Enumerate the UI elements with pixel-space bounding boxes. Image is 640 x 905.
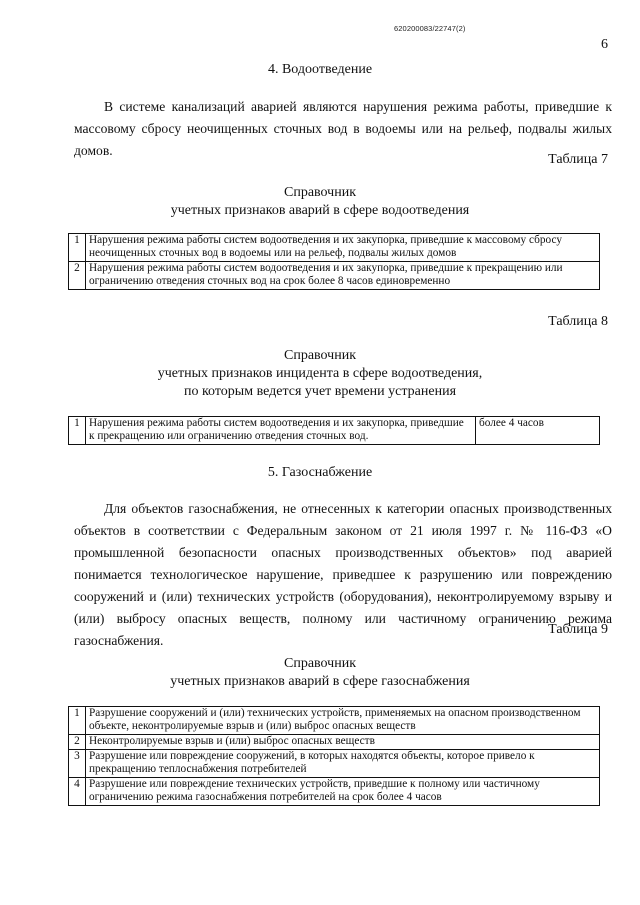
table-9	[68, 706, 600, 806]
table-7-title	[0, 184, 640, 220]
table-7-label: Таблица 7	[548, 152, 608, 167]
table-row	[69, 262, 600, 290]
row-text: Нарушения режима работы систем водоотведения и их закупорка, приведшие к прекращению или ограничению отведения сточных вод на срок более 8 часов единовременно	[86, 262, 600, 290]
table-9-title-line2: учетных признаков аварий в сфере газоснабжения	[170, 674, 470, 689]
row-number: 1	[69, 707, 86, 735]
table-8-title	[0, 347, 640, 401]
row-number: 1	[69, 417, 86, 445]
table-row	[69, 234, 600, 262]
table-7-title-line1: Справочник	[283, 185, 357, 200]
table-9-title	[0, 655, 640, 691]
table-9-label: Таблица 9	[548, 622, 608, 637]
table-8-title-line1: Справочник	[283, 348, 357, 363]
row-text: Неконтролируемые взрыв и (или) выброс опасных веществ	[86, 735, 600, 750]
row-number: 2	[69, 262, 86, 290]
document-number: 620200083/22747(2)	[394, 24, 466, 33]
row-number: 3	[69, 750, 86, 778]
table-7-title-line2: учетных признаков аварий в сфере водоотведения	[170, 203, 470, 218]
row-text: Разрушение или повреждение технических устройств, приведшие к полному или частичному ограничению режима газоснабжения потребителей на срок более 4 часов	[86, 778, 600, 806]
row-number: 4	[69, 778, 86, 806]
table-9-title-line1: Справочник	[283, 656, 357, 671]
section-4-paragraph: В системе канализаций аварией являются нарушения режима работы, приведшие к массовому сбросу неочищенных сточных вод в водоемы или на рельеф, подвалы жилых домов.	[74, 99, 612, 158]
section-5-paragraph: Для объектов газоснабжения, не отнесенных к категории опасных производственных объектов в соответствии с Федеральным законом от 21 июля 1997 г. № 116-ФЗ «О промышленной безопасности опасных производственных объектов» под аварией понимается технологическое нарушение, приведшее к разрушению или повреждению сооружений и (или) технических устройств (оборудования), неконтролируемому взрыву и (или) выбросу опасных веществ, полному или частичному ограничению режима газоснабжения.	[74, 501, 612, 648]
table-row	[69, 735, 600, 750]
row-number: 2	[69, 735, 86, 750]
table-row	[69, 778, 600, 806]
section-4-heading: 4. Водоотведение	[267, 62, 373, 77]
page-number: 6	[601, 37, 608, 52]
table-8-title-line3: по которым ведется учет времени устранения	[183, 384, 457, 399]
row-time: более 4 часов	[476, 417, 600, 445]
table-8	[68, 416, 600, 445]
row-text: Разрушение или повреждение сооружений, в которых находятся объекты, которое привело к прекращению теплоснабжения потребителей	[86, 750, 600, 778]
table-row	[69, 707, 600, 735]
table-row	[69, 750, 600, 778]
row-text: Нарушения режима работы систем водоотведения и их закупорка, приведшие к прекращению или ограничению отведения сточных вод.	[86, 417, 476, 445]
section-5-heading: 5. Газоснабжение	[267, 465, 373, 480]
table-8-label: Таблица 8	[548, 314, 608, 329]
row-text: Разрушение сооружений и (или) технических устройств, применяемых на опасном производственном объекте, неконтролируемые взрыв и (или) выброс опасных веществ	[86, 707, 600, 735]
table-8-title-line2: учетных признаков инцидента в сфере водоотведения,	[157, 366, 483, 381]
table-7	[68, 233, 600, 290]
table-row	[69, 417, 600, 445]
row-text: Нарушения режима работы систем водоотведения и их закупорка, приведшие к массовому сбросу неочищенных сточных вод в водоемы или на рельеф, подвалы жилых домов	[86, 234, 600, 262]
row-number: 1	[69, 234, 86, 262]
